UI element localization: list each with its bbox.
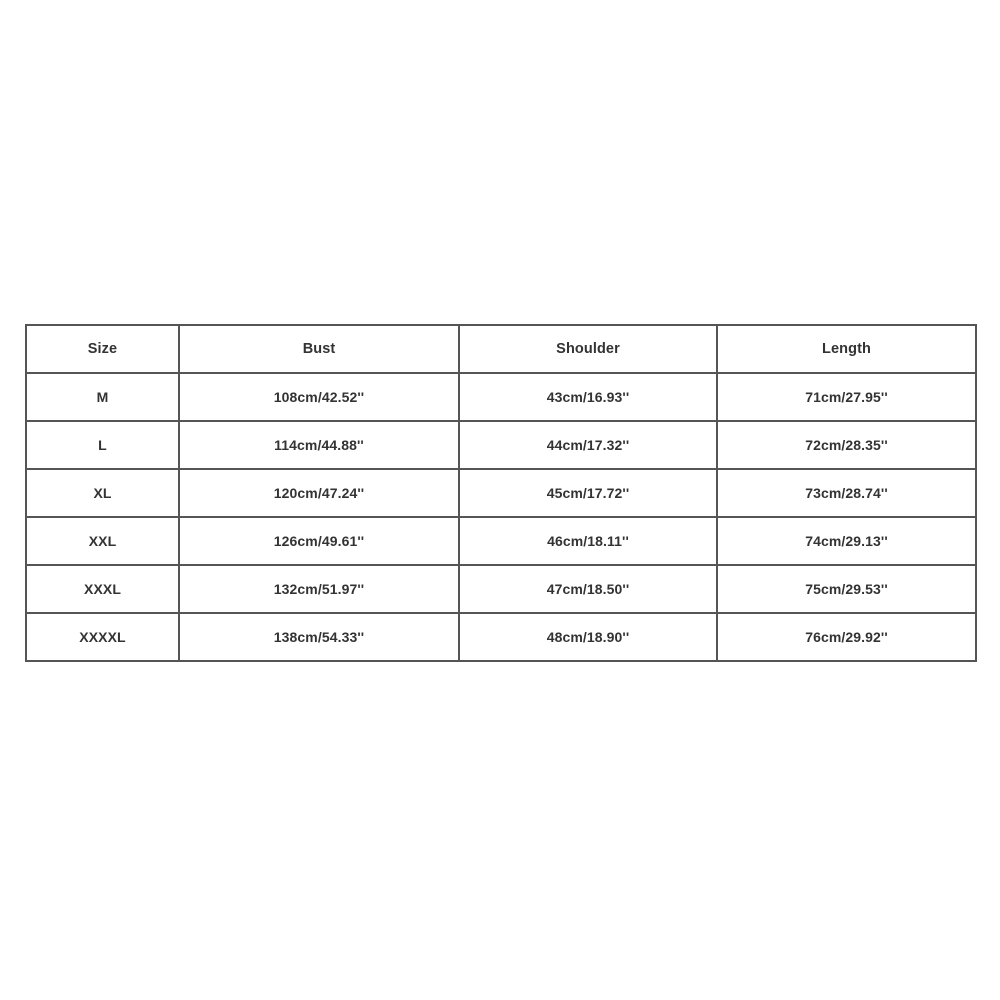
cell-shoulder: 43cm/16.93'' [459,373,717,421]
table-row [26,421,976,469]
table-row [26,373,976,421]
cell-bust: 108cm/42.52'' [179,373,459,421]
cell-shoulder: 44cm/17.32'' [459,421,717,469]
cell-size: L [26,421,179,469]
table-row [26,517,976,565]
cell-shoulder: 47cm/18.50'' [459,565,717,613]
cell-length: 74cm/29.13'' [717,517,976,565]
cell-length: 71cm/27.95'' [717,373,976,421]
cell-size: M [26,373,179,421]
size-chart-table [25,324,977,662]
table-header-row [26,325,976,373]
header-length: Length [717,325,976,373]
table-row [26,613,976,661]
cell-bust: 126cm/49.61'' [179,517,459,565]
table-row [26,469,976,517]
cell-shoulder: 45cm/17.72'' [459,469,717,517]
header-shoulder: Shoulder [459,325,717,373]
cell-length: 75cm/29.53'' [717,565,976,613]
cell-shoulder: 46cm/18.11'' [459,517,717,565]
cell-bust: 120cm/47.24'' [179,469,459,517]
cell-size: XXL [26,517,179,565]
cell-length: 73cm/28.74'' [717,469,976,517]
cell-length: 76cm/29.92'' [717,613,976,661]
cell-size: XXXXL [26,613,179,661]
header-size: Size [26,325,179,373]
cell-bust: 138cm/54.33'' [179,613,459,661]
cell-length: 72cm/28.35'' [717,421,976,469]
cell-shoulder: 48cm/18.90'' [459,613,717,661]
cell-size: XL [26,469,179,517]
header-bust: Bust [179,325,459,373]
cell-size: XXXL [26,565,179,613]
cell-bust: 132cm/51.97'' [179,565,459,613]
cell-bust: 114cm/44.88'' [179,421,459,469]
table-row [26,565,976,613]
